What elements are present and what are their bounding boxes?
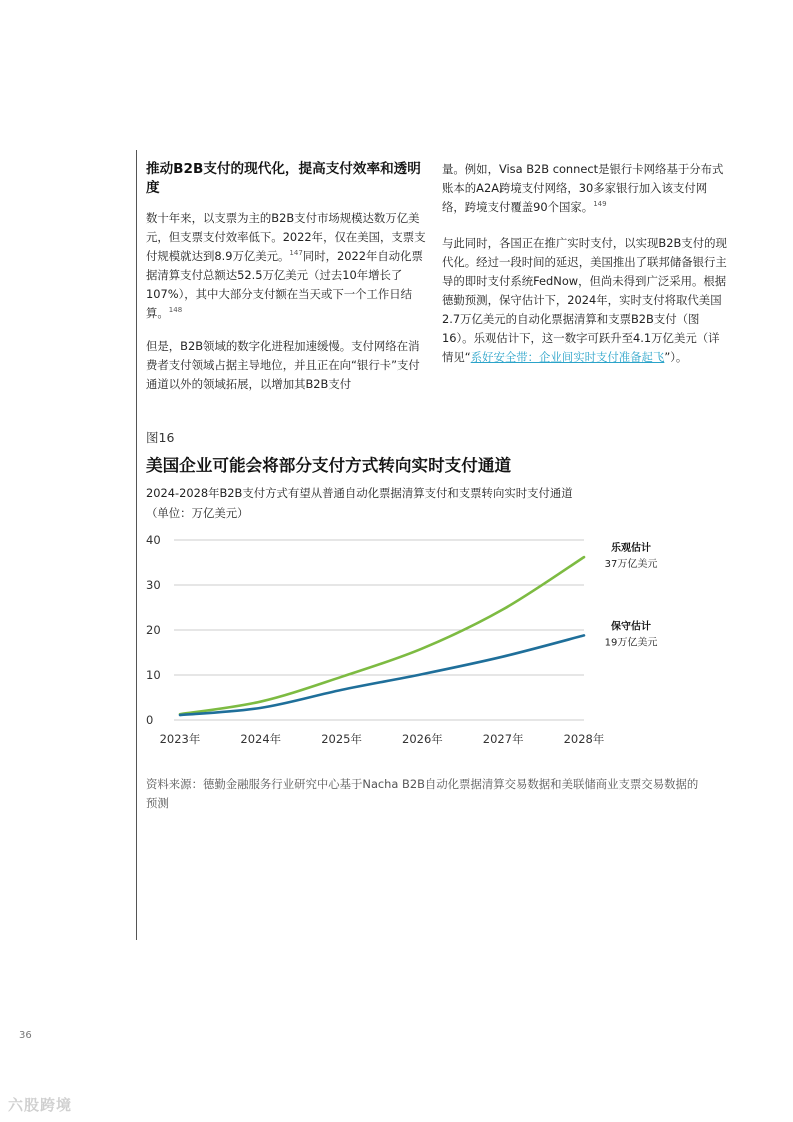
y-tick-label: 10 <box>146 668 161 682</box>
x-tick-label: 2027年 <box>482 732 524 746</box>
watermark-logo: 六股跨境 <box>8 1096 73 1114</box>
footnote-ref-147[interactable]: 147 <box>289 249 303 258</box>
footnote-ref-149[interactable]: 149 <box>593 200 607 209</box>
line-chart <box>136 525 696 755</box>
related-article-link[interactable]: 系好安全带：企业间实时支付准备起飞 <box>470 350 665 364</box>
footnote-ref-148[interactable]: 148 <box>168 306 183 315</box>
y-tick-label: 20 <box>146 623 161 637</box>
right-paragraph-1-text: 量。例如，Visa B2B connect是银行卡网络基于分布式账本的A2A跨境支付网络，30多家银行加入该支付网络，跨境支付覆盖90个国家。 <box>442 162 724 214</box>
left-column <box>146 160 428 408</box>
chart-title: 美国企业可能会将部分支付方式转向实时支付通道 <box>146 456 512 475</box>
figure-label: 图16 <box>146 430 175 445</box>
right-column <box>442 160 727 381</box>
y-tick-label: 30 <box>146 578 161 592</box>
section-heading: 推动B2B支付的现代化，提高支付效率和透明度 <box>146 161 421 196</box>
right-paragraph-1 <box>442 160 727 217</box>
right-paragraph-2-text-b: ”）。 <box>664 350 688 364</box>
y-tick-label: 40 <box>146 533 161 547</box>
x-tick-label: 2024年 <box>240 732 282 746</box>
left-paragraph-1-text-b: 同时，2022年自动化票据清算支付总额达52.5万亿美元（过去10年增长了107%），其中大部分支付额在当天或下一个工作日结算。 <box>146 249 423 320</box>
series-line-0 <box>180 557 584 714</box>
chart-unit: （单位：万亿美元） <box>146 506 249 520</box>
left-paragraph-1-text-a: 数十年来，以支票为主的B2B支付市场规模达数万亿美元，但支票支付效率低下。2022年，仅在美国，支票支付规模就达到8.9万亿美元。 <box>146 211 426 263</box>
series-annotation-name: 乐观估计 <box>611 543 651 555</box>
x-tick-label: 2025年 <box>321 732 362 746</box>
y-tick-label: 0 <box>146 713 154 727</box>
source-note: 资料来源：德勤金融服务行业研究中心基于Nacha B2B自动化票据清算交易数据和美联储商业支票交易数据的预测 <box>146 777 699 810</box>
right-paragraph-2 <box>442 234 727 367</box>
x-tick-label: 2026年 <box>402 732 443 746</box>
chart-subtitle: 2024-2028年B2B支付方式有望从普通自动化票据清算支付和支票转向实时支付通道 <box>146 486 573 500</box>
x-tick-label: 2028年 <box>563 732 605 746</box>
series-annotation-value: 37万亿美元 <box>604 559 658 571</box>
page-number: 36 <box>19 1030 32 1041</box>
right-paragraph-2-text-a: 与此同时，各国正在推广实时支付，以实现B2B支付的现代化。经过一段时间的延迟，美国推出了联邦储备银行主导的即时支付系统FedNow，但尚未得到广泛采用。根据德勤预测，保守估计下，2024年，实时支付将取代美国2.7万亿美元的自动化票据清算和支票B2B支付（图16）。乐观估计下，这一数字可跃升至4.1万亿美元（详情见“ <box>442 236 727 364</box>
series-annotation-value: 19万亿美元 <box>604 637 658 649</box>
series-annotation-name: 保守估计 <box>611 621 651 633</box>
left-paragraph-1 <box>146 209 428 323</box>
left-paragraph-2: 但是，B2B领域的数字化进程加速缓慢。支付网络在消费者支付领域占据主导地位，并且正在向“银行卡”支付通道以外的领域拓展，以增加其B2B支付 <box>146 339 420 391</box>
x-tick-label: 2023年 <box>159 732 201 746</box>
